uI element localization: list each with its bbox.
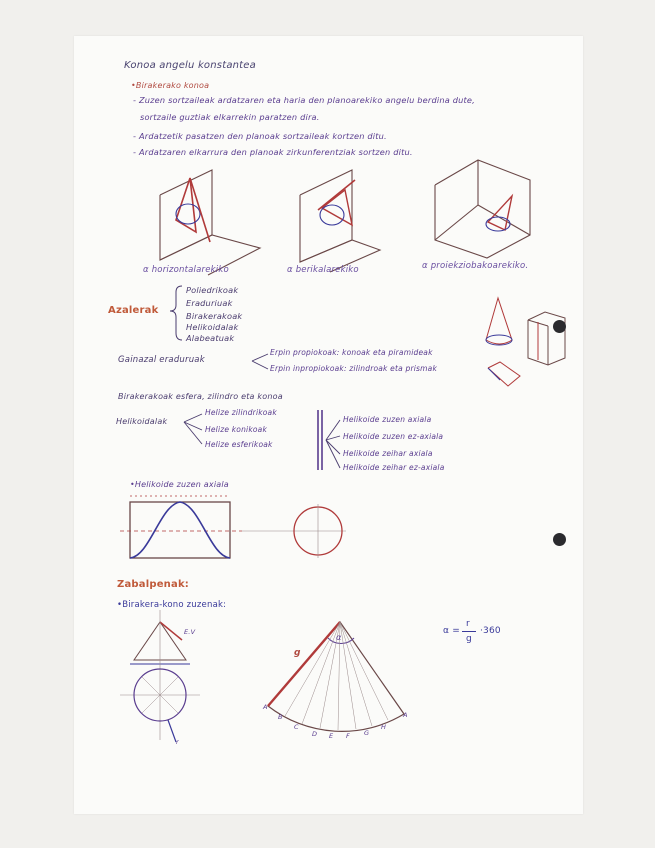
caption-projection: α proiekziobakoarekiko.	[422, 261, 529, 271]
helikoidalak-left-2: Helize konikoak	[205, 425, 267, 434]
arc-letter: E	[329, 732, 334, 740]
helikoidalak-right-2: Helikoide zuzen ez-axiala	[343, 432, 444, 441]
formula-numerator: r	[466, 619, 470, 629]
section-birakerako-konoa: •Birakerako konoa	[131, 81, 210, 90]
arc-letter: B	[278, 713, 283, 721]
small-r-label: r	[176, 738, 179, 746]
helikoidalak-left-3: Helize esferikoak	[205, 440, 273, 449]
text-line-1: - Zuzen sortzaileak ardatzaren eta haria den planoarekiko angelu berdina dute,	[133, 95, 475, 105]
binder-hole-bottom	[553, 533, 566, 546]
helikoide-title: •Helikoide zuzen axiala	[130, 480, 229, 489]
azalerak-label: Azalerak	[108, 305, 159, 316]
formula-lhs: α =	[443, 626, 460, 636]
small-ev-label: E.V	[184, 628, 196, 636]
helikoidalak-label: Helikoidalak	[116, 417, 168, 426]
zabalpenak-sub: •Birakera-kono zuzenak:	[117, 600, 227, 610]
azalerak-item-1: Poliedrikoak	[186, 285, 239, 295]
cone-figure-horizontal	[160, 170, 260, 275]
small-solids-figure	[486, 298, 565, 386]
azalerak-item-2: Eraduriuak	[186, 298, 233, 308]
arc-letter: A	[263, 703, 268, 711]
cone-figure-projection	[435, 160, 530, 258]
cone-figure-vertical	[300, 170, 380, 272]
zabalpenak-title: Zabalpenak:	[117, 579, 189, 590]
gainazal-item-2: Erpin inpropiokoak: zilindroak eta prismak	[270, 364, 438, 373]
formula-tail: ·360	[480, 626, 501, 636]
birakerakoak-line: Birakerakoak esfera, zilindro eta konoa	[118, 392, 283, 401]
helikoidalak-left-1: Helize zilindrikoak	[205, 408, 277, 417]
formula-fraction-bar	[462, 631, 476, 632]
text-line-2: sortzaile guztiak elkarrekin paratzen dira.	[140, 112, 320, 122]
page-title: Konoa angelu konstantea	[124, 60, 256, 71]
azalerak-item-3: Birakerakoak	[186, 311, 243, 321]
azalerak-item-4: Helikoidalak	[186, 322, 239, 332]
arc-letter: D	[312, 730, 318, 738]
sector-alpha-label: α	[336, 632, 342, 642]
caption-vertical: α berikalarekiko	[287, 265, 359, 275]
arc-letter: G	[364, 729, 370, 737]
gainazal-label: Gainazal eraduruak	[118, 355, 205, 365]
gainazal-item-1: Erpin propiokoak: konoak eta piramideak	[270, 348, 433, 357]
arc-letter: A	[403, 711, 408, 719]
binder-hole-top	[553, 320, 566, 333]
azalerak-item-5: Alabeatuak	[186, 333, 235, 343]
helikoidalak-right-1: Helikoide zuzen axiala	[343, 415, 432, 424]
azalerak-brace	[170, 286, 182, 340]
formula-denominator: g	[466, 634, 472, 644]
helikoidalak-right-3: Helikoide zeihar axiala	[343, 449, 433, 458]
arc-letter: C	[294, 723, 299, 731]
arc-letter: H	[381, 723, 387, 731]
text-line-4: - Ardatzaren elkarrura den planoak zirkunferentziak sortzen ditu.	[133, 147, 413, 157]
caption-horizontal: α horizontalarekiko	[143, 265, 229, 275]
sector-g-label: g	[294, 648, 301, 658]
helikoide-drawing	[120, 496, 346, 558]
helikoidalak-right-4: Helikoide zeihar ez-axiala	[343, 463, 445, 472]
gainazal-arrows	[252, 354, 268, 369]
arc-letter: F	[346, 732, 350, 740]
text-line-3: - Ardatzetik pasatzen den planoak sortzaileak kortzen ditu.	[133, 131, 387, 141]
